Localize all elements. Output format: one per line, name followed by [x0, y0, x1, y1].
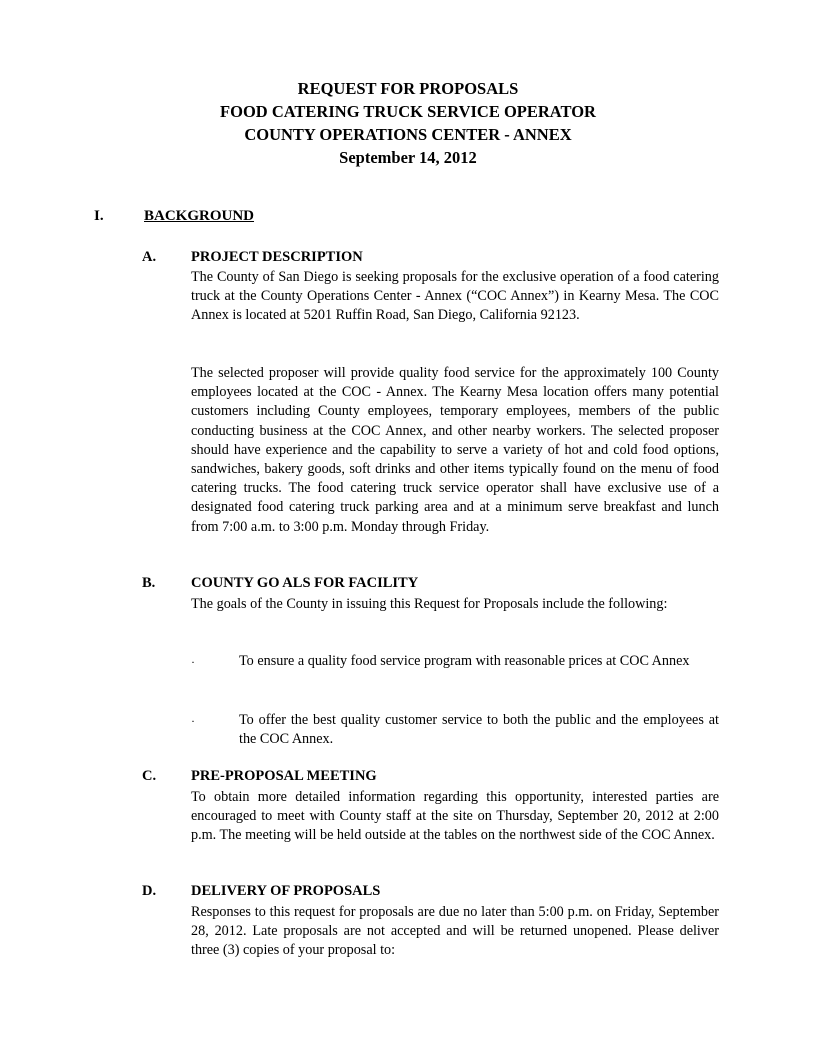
- section-number: I.: [94, 208, 104, 224]
- subsection-a-letter: A.: [142, 249, 157, 265]
- subsection-b-title: COUNTY GO ALS FOR FACILITY: [191, 575, 419, 591]
- title-line-3: COUNTY OPERATIONS CENTER - ANNEX: [244, 125, 572, 144]
- title-line-2: FOOD CATERING TRUCK SERVICE OPERATOR: [220, 102, 596, 121]
- title-line-1: REQUEST FOR PROPOSALS: [297, 79, 519, 98]
- bullet-icon: ·: [191, 714, 195, 728]
- subsection-d-title: DELIVERY OF PROPOSALS: [191, 883, 381, 899]
- project-description-paragraph-2: The selected proposer will provide quality food service for the approximately 100 County employees located at the COC - Annex. The Kearny Mesa location offers many potential customers including County employees, temporary employees, members of the public conducting business at the COC Annex, and other nearby workers. The selected proposer should have experience and the capability to serve a variety of hot and cold food options, sandwiches, bakery goods, soft drinks and other items typically found on the menu of food catering trucks. The food catering truck service operator shall have exclusive use of a designated food catering truck parking area and at a minimum serve breakfast and lunch from 7:00 a.m. to 3:00 p.m. Monday through Friday.: [191, 365, 719, 535]
- subsection-c-title: PRE-PROPOSAL MEETING: [191, 768, 377, 784]
- document-date: September 14, 2012: [339, 148, 477, 167]
- goal-bullet-2: To offer the best quality customer service to both the public and the employees at the COC Annex.: [239, 712, 719, 748]
- subsection-d-letter: D.: [142, 883, 157, 899]
- subsection-c-letter: C.: [142, 768, 157, 784]
- subsection-b-letter: B.: [142, 575, 156, 591]
- goal-bullet-1: To ensure a quality food service program with reasonable prices at COC Annex: [239, 653, 690, 669]
- bullet-icon: ·: [191, 655, 195, 669]
- section-title: BACKGROUND: [144, 208, 255, 224]
- document-title-block: [0, 77, 816, 169]
- project-description-paragraph-1: The County of San Diego is seeking proposals for the exclusive operation of a food catering truck at the County Operations Center - Annex (“COC Annex”) in Kearny Mesa. The COC Annex is located at 5201 Ruffin Road, San Diego, California 92123.: [191, 269, 719, 324]
- delivery-of-proposals-paragraph: Responses to this request for proposals are due no later than 5:00 p.m. on Friday, September 28, 2012. Late proposals are not accepted and will be returned unopened. Please deliver three (3) copies of your proposal to:: [191, 904, 719, 959]
- pre-proposal-meeting-paragraph: To obtain more detailed information regarding this opportunity, interested parties are encouraged to meet with County staff at the site on Thursday, September 20, 2012 at 2:00 p.m. The meeting will be held outside at the tables on the northwest side of the COC Annex.: [191, 789, 719, 844]
- subsection-a-title: PROJECT DESCRIPTION: [191, 249, 363, 265]
- county-goals-intro: The goals of the County in issuing this Request for Proposals include the following:: [191, 596, 668, 612]
